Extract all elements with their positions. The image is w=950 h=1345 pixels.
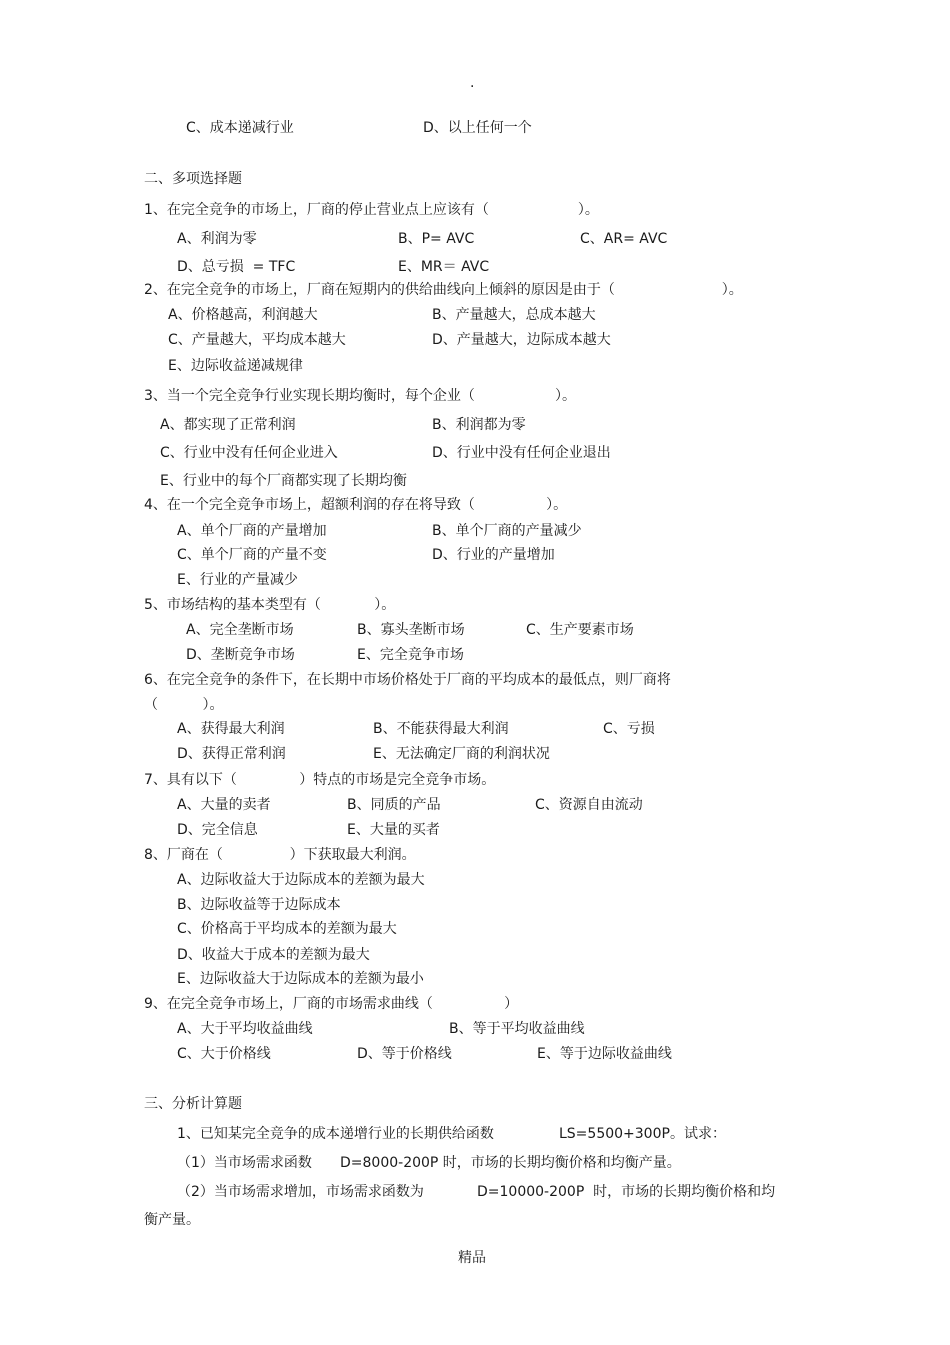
- question-3-stem: 3、当一个完全竞争行业实现长期均衡时，每个企业（ ）。: [144, 388, 577, 404]
- question-5-option-c: C、生产要素市场: [526, 622, 634, 638]
- question-1-option-c: C、AR= AVC: [580, 231, 668, 247]
- question-8-stem: 8、厂商在（ ）下获取最大利润。: [144, 847, 416, 863]
- question-2-option-a: A、价格越高，利润越大: [168, 307, 318, 323]
- question-9-option-c: C、大于价格线: [177, 1046, 271, 1062]
- question-6-option-e: E、无法确定厂商的利润状况: [373, 746, 550, 762]
- question-4-option-b: B、单个厂商的产量减少: [432, 523, 582, 539]
- question-4-option-d: D、行业的产量增加: [432, 547, 555, 563]
- question-6-option-d: D、获得正常利润: [177, 746, 286, 762]
- question-7-option-e: E、大量的买者: [347, 822, 440, 838]
- section-2-title: 二、多项选择题: [144, 171, 242, 187]
- question-3-option-a: A、都实现了正常利润: [160, 417, 296, 433]
- calc-1-stem-a: 1、已知某完全竞争的成本递增行业的长期供给函数: [177, 1126, 494, 1142]
- question-2-option-e: E、边际收益递减规律: [168, 358, 303, 374]
- question-4-option-a: A、单个厂商的产量增加: [177, 523, 327, 539]
- question-6-option-c: C、亏损: [603, 721, 655, 737]
- question-9-option-e: E、等于边际收益曲线: [537, 1046, 672, 1062]
- question-1-stem: 1、在完全竞争的市场上，厂商的停止营业点上应该有（ ）。: [144, 202, 599, 218]
- question-2-option-b: B、产量越大，总成本越大: [432, 307, 596, 323]
- question-1-option-b: B、P= AVC: [398, 231, 475, 247]
- question-8-option-b: B、边际收益等于边际成本: [177, 897, 341, 913]
- question-5-stem: 5、市场结构的基本类型有（ ）。: [144, 597, 396, 613]
- header-dot: .: [470, 75, 475, 91]
- question-5-option-d: D、垄断竞争市场: [186, 647, 295, 663]
- question-2-option-d: D、产量越大，边际成本越大: [432, 332, 611, 348]
- question-7-option-c: C、资源自由流动: [535, 797, 643, 813]
- question-1-option-d: D、总亏损 = TFC: [177, 259, 296, 275]
- calc-1-part-2-a: （2）当市场需求增加，市场需求函数为: [177, 1184, 424, 1200]
- question-1-option-a: A、利润为零: [177, 231, 257, 247]
- question-6-option-b: B、不能获得最大利润: [373, 721, 509, 737]
- question-3-option-d: D、行业中没有任何企业退出: [432, 445, 611, 461]
- question-9-stem: 9、在完全竞争市场上，厂商的市场需求曲线（ ）: [144, 996, 519, 1012]
- section-3-title: 三、分析计算题: [144, 1096, 242, 1112]
- question-5-option-a: A、完全垄断市场: [186, 622, 294, 638]
- question-3-option-e: E、行业中的每个厂商都实现了长期均衡: [160, 473, 407, 489]
- question-2-option-c: C、产量越大，平均成本越大: [168, 332, 346, 348]
- question-9-option-d: D、等于价格线: [357, 1046, 452, 1062]
- prev-option-d: D、以上任何一个: [423, 120, 532, 136]
- calc-1-part-2-b: D=10000-200P 时，市场的长期均衡价格和均: [477, 1184, 776, 1200]
- question-5-option-e: E、完全竞争市场: [357, 647, 464, 663]
- calc-1-part-1-a: （1）当市场需求函数: [177, 1155, 312, 1171]
- question-6-option-a: A、获得最大利润: [177, 721, 285, 737]
- question-7-stem: 7、具有以下（ ）特点的市场是完全竞争市场。: [144, 772, 496, 788]
- question-6-stem-cont: （ ）。: [144, 697, 224, 713]
- question-1-option-e: E、MR＝ AVC: [398, 259, 490, 275]
- question-2-stem: 2、在完全竞争的市场上，厂商在短期内的供给曲线向上倾斜的原因是由于（ ）。: [144, 282, 743, 298]
- question-4-option-e: E、行业的产量减少: [177, 572, 298, 588]
- question-6-stem: 6、在完全竞争的条件下，在长期中市场价格处于厂商的平均成本的最低点，则厂商将: [144, 672, 671, 688]
- question-4-option-c: C、单个厂商的产量不变: [177, 547, 327, 563]
- question-8-option-c: C、价格高于平均成本的差额为最大: [177, 921, 397, 937]
- question-7-option-b: B、同质的产品: [347, 797, 441, 813]
- question-4-stem: 4、在一个完全竞争市场上，超额利润的存在将导致（ ）。: [144, 497, 568, 513]
- prev-option-c: C、成本递减行业: [186, 120, 294, 136]
- question-7-option-d: D、完全信息: [177, 822, 258, 838]
- calc-1-stem-b: LS=5500+300P。试求：: [559, 1126, 726, 1142]
- question-7-option-a: A、大量的卖者: [177, 797, 271, 813]
- calc-1-part-1-b: D=8000-200P 时，市场的长期均衡价格和均衡产量。: [340, 1155, 681, 1171]
- question-8-option-e: E、边际收益大于边际成本的差额为最小: [177, 971, 424, 987]
- question-8-option-d: D、收益大于成本的差额为最大: [177, 947, 370, 963]
- question-5-option-b: B、寡头垄断市场: [357, 622, 465, 638]
- calc-1-part-2-c: 衡产量。: [144, 1212, 200, 1228]
- question-9-option-b: B、等于平均收益曲线: [449, 1021, 585, 1037]
- question-8-option-a: A、边际收益大于边际成本的差额为最大: [177, 872, 425, 888]
- page-footer: 精品: [458, 1250, 486, 1266]
- question-3-option-b: B、利润都为零: [432, 417, 526, 433]
- question-3-option-c: C、行业中没有任何企业进入: [160, 445, 338, 461]
- question-9-option-a: A、大于平均收益曲线: [177, 1021, 313, 1037]
